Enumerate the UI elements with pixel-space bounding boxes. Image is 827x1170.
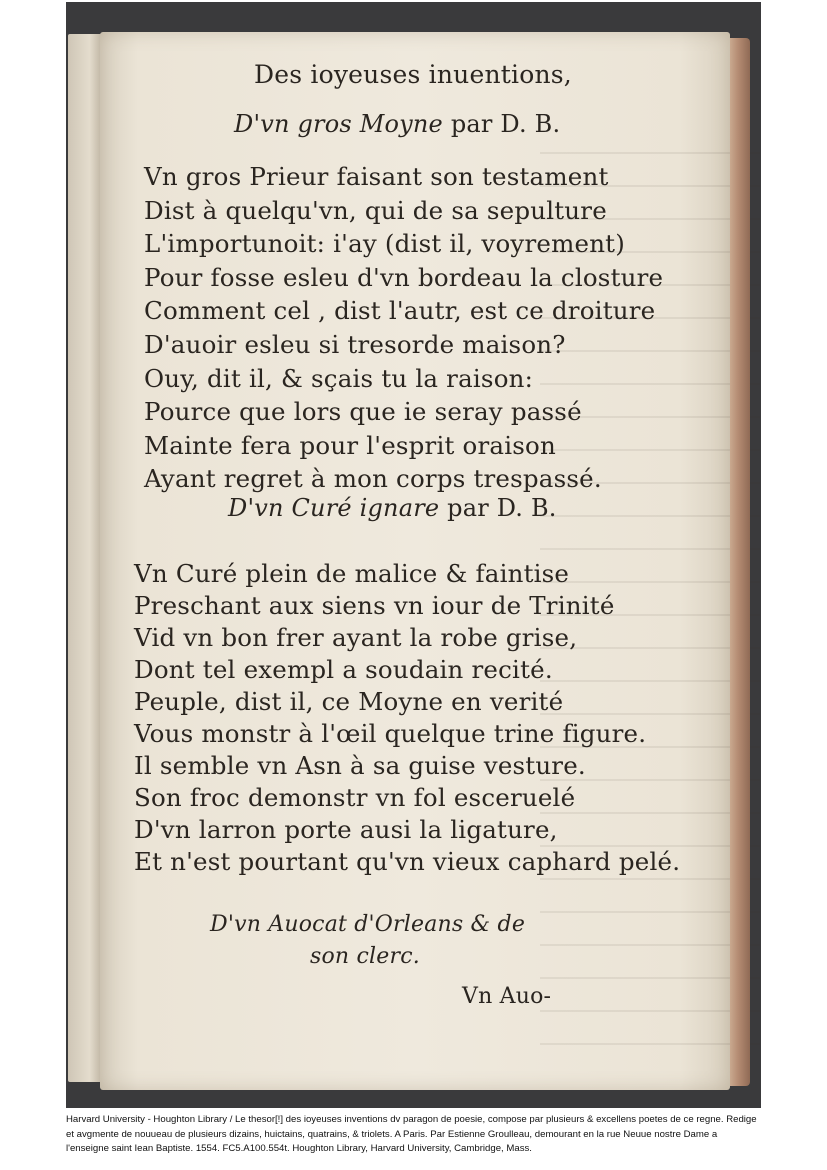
verse-line: Preschant aux siens vn iour de Trinité: [134, 591, 615, 620]
poem-body: [134, 558, 680, 878]
poem-title: D'vn Auocat d'Orleans & de: [210, 912, 526, 937]
left-page-edge: [68, 34, 104, 1082]
verse-line: Et n'est pourtant qu'vn vieux caphard pelé.: [134, 847, 681, 876]
verse-line: Son froc demonstr vn fol esceruelé: [134, 783, 576, 812]
verse-line: Dont tel exempl a soudain recité.: [134, 655, 553, 684]
poem-body: [144, 160, 663, 496]
poem-title-continued: son clerc.: [310, 944, 420, 969]
poem-attribution: par D. B.: [450, 110, 561, 138]
verse-line: Ouy, dit il, & sçais tu la raison:: [144, 363, 534, 393]
poem-title-text: D'vn gros Moyne: [234, 110, 443, 138]
verse-line: D'auoir esleu si tresorde maison?: [144, 329, 566, 359]
verse-line: Peuple, dist il, ce Moyne en verité: [134, 687, 564, 716]
verse-line: Comment cel , dist l'autr, est ce droiture: [144, 296, 656, 326]
verse-line: Ayant regret à mon corps trespassé.: [144, 464, 602, 494]
verse-line: Pour fosse esleu d'vn bordeau la closture: [144, 262, 664, 292]
verse-line: Dist à quelqu'vn, qui de sa sepulture: [144, 195, 607, 225]
running-header: Des ioyeuses inuentions,: [254, 60, 572, 89]
verse-line: Vid vn bon frer ayant la robe grise,: [134, 623, 578, 652]
verse-line: D'vn larron porte ausi la ligature,: [134, 815, 558, 844]
library-citation: Harvard University - Houghton Library / Le thesor[!] des ioyeuses inventions dv paragon de poesie, compose par plusieurs & excellens poetes de ce regne. Redige et avgmente de nouueau de plusieurs dizains, huictains, quatrains, & triolets. A Paris. Par Estienne Groulleau, demourant en la rue Neuue nostre Dame a l'enseigne saint Iean Baptiste. 1554. FC5.A100.554t. Houghton Library, Harvard University, Cambridge, Mass.: [66, 1114, 757, 1154]
verse-line: Vn gros Prieur faisant son testament: [144, 162, 609, 191]
catchword: Vn Auo-: [462, 984, 552, 1009]
verse-line: Vous monstr à l'œil quelque trine figure.: [134, 719, 647, 748]
poem-title: [228, 494, 557, 522]
right-page-edge: [730, 38, 750, 1086]
poem-title: [234, 110, 560, 138]
verse-line: Il semble vn Asn à sa guise vesture.: [134, 751, 586, 780]
verse-line: L'importunoit: i'ay (dist il, voyrement): [144, 229, 625, 259]
verse-line: Pource que lors que ie seray passé: [144, 397, 582, 427]
poem-attribution: par D. B.: [447, 494, 557, 522]
verse-line: Vn Curé plein de malice & faintise: [134, 559, 570, 588]
verse-line: Mainte fera pour l'esprit oraison: [144, 430, 556, 460]
poem-title-text: D'vn Curé ignare: [228, 494, 440, 522]
